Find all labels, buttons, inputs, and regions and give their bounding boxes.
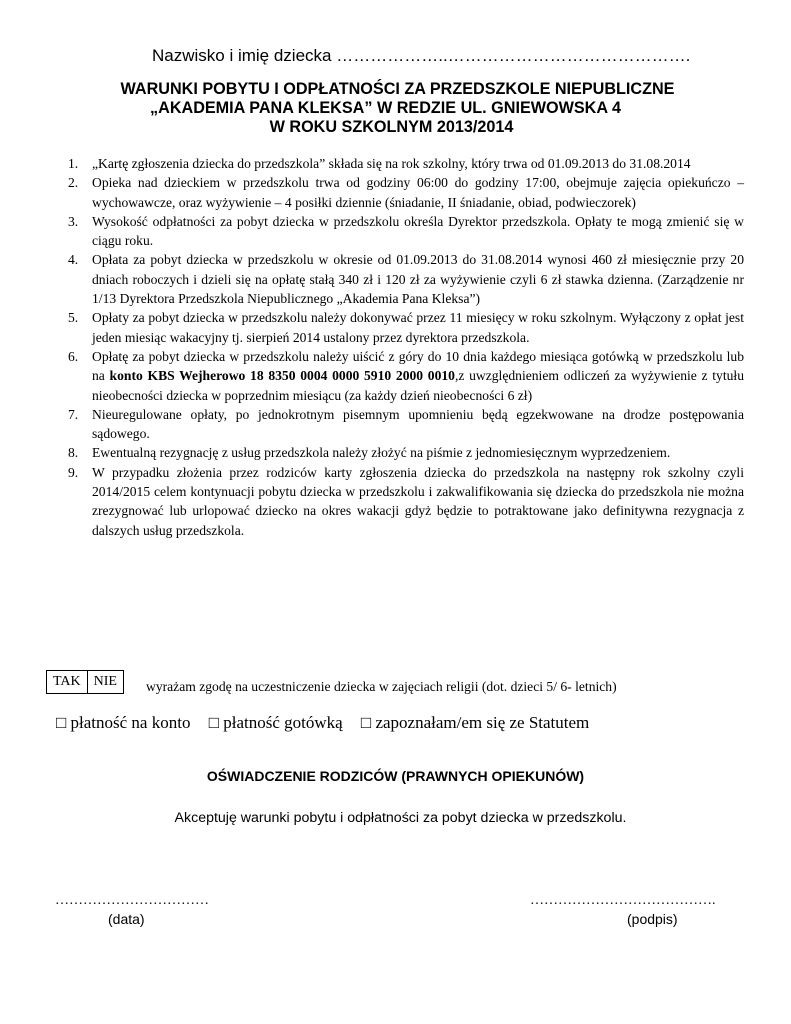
religion-consent-text: wyrażam zgodę na uczestniczenie dziecka w zajęciach religii (dot. dzieci 5/ 6- letnich) — [146, 679, 617, 694]
rule-item: 6. Opłatę za pobyt dziecka w przedszkolu należy uiścić z góry do 10 dnia każdego miesiąca gotówką w przedszkolu lub na konto KBS Wejherowo 18 8350 0004 0000 5910 2000 0010,z uwzględnieniem odliczeń za wyżywienie z tytułu nieobecności dziecka w poprzednim miesiącu (za każdy dzień nieobecności 6 zł) — [68, 348, 744, 403]
rule-item: 3. Wysokość odpłatności za pobyt dziecka w przedszkolu określa Dyrektor przedszkola. Opłaty te mogą zmienić się w ciągu roku. — [68, 213, 744, 249]
checkbox-payment-account[interactable]: □ płatność na konto — [56, 713, 191, 732]
checkbox-payment-cash[interactable]: □ płatność gotówką — [208, 713, 343, 732]
title-line-1: WARUNKI POBYTU I ODPŁATNOŚCI ZA PRZEDSZKOLE NIEPUBLICZNE — [120, 80, 675, 98]
child-name-field[interactable]: Nazwisko i imię dziecka ………………..……………………………………. — [152, 46, 691, 65]
rule-item: 5. Opłaty za pobyt dziecka w przedszkolu należy dokonywać przez 11 miesięcy w roku szkolnym. Wyłączony z opłat jest jeden miesiąc wakacyjny tj. sierpień 2014 ustalony przez dyrektora przedszkola. — [68, 310, 744, 345]
checkbox-statute-read[interactable]: □ zapoznałam/em się ze Statutem — [360, 713, 590, 732]
declaration-title: OŚWIADCZENIE RODZICÓW (PRAWNYCH OPIEKUNÓW) — [206, 768, 585, 784]
payment-options — [56, 713, 603, 733]
tak-option[interactable]: TAK — [53, 674, 81, 689]
declaration-text: Akceptuję warunki pobytu i odpłatności za pobyt dziecka w przedszkolu. — [174, 810, 627, 826]
tak-nie-box — [46, 670, 124, 694]
title-line-2: „AKADEMIA PANA KLEKSA” W REDZIE UL. GNIEWOWSKA 4 — [150, 99, 621, 117]
rule-item: 1. „Kartę zgłoszenia dziecka do przedszkola” składa się na rok szkolny, który trwa od 01.09.2013 do 31.08.2014 — [68, 156, 691, 171]
rule-item: 4. Opłata za pobyt dziecka w przedszkolu w okresie od 01.09.2013 do 31.08.2014 wynosi 460 zł miesięcznie przy 20 dniach roboczych i dzieli się na opłatę stałą 340 zł i 120 zł za wyżywienie czyli 6 zł stawka dzienna. (Zarządzenie nr 1/13 Dyrektora Przedszkola Niepublicznego „Akademia Pana Kleksa”) — [68, 252, 744, 307]
date-field[interactable]: …………………………… — [55, 893, 209, 908]
title-line-3: W ROKU SZKOLNYM 2013/2014 — [269, 118, 514, 136]
rules-list — [60, 154, 744, 540]
rule-item: 9. W przypadku złożenia przez rodziców karty zgłoszenia dziecka do przedszkola na następny rok szkolny czyli 2014/2015 celem kontynuacji pobytu dziecka w przedszkolu i zakwalifikowania się dziecka do przedszkola nie można zrezygnować lub urlopować dziecko na okres wakacji gdyż będzie to potraktowane jako definitywna rezygnacja z dalszych usług przedszkola. — [68, 464, 744, 538]
bank-account: konto KBS Wejherowo 18 8350 0004 0000 5910 2000 0010 — [109, 368, 455, 384]
document-title — [0, 80, 791, 137]
date-label: (data) — [108, 911, 145, 927]
rule-item: 7. Nieuregulowane opłaty, po jednokrotnym pisemnym upomnieniu będą egzekwowane na drodze postępowania sądowego. — [68, 406, 744, 442]
signature-field[interactable]: …………………………………. — [530, 893, 716, 908]
signature-label: (podpis) — [627, 911, 678, 927]
religion-consent-row — [46, 670, 617, 694]
rule-item: 8. Ewentualną rezygnację z usług przedszkola należy złożyć na piśmie z jednomiesięcznym wyprzedzeniem. — [68, 445, 671, 461]
rule-item: 2. Opieka nad dzieckiem w przedszkolu trwa od godziny 06:00 do godziny 17:00, obejmuje zajęcia opiekuńczo –wychowawcze, oraz wyżywienie – 4 posiłki dziennie (śniadanie, II śniadanie, obiad, podwieczorek) — [68, 175, 744, 210]
nie-option[interactable]: NIE — [87, 671, 123, 693]
